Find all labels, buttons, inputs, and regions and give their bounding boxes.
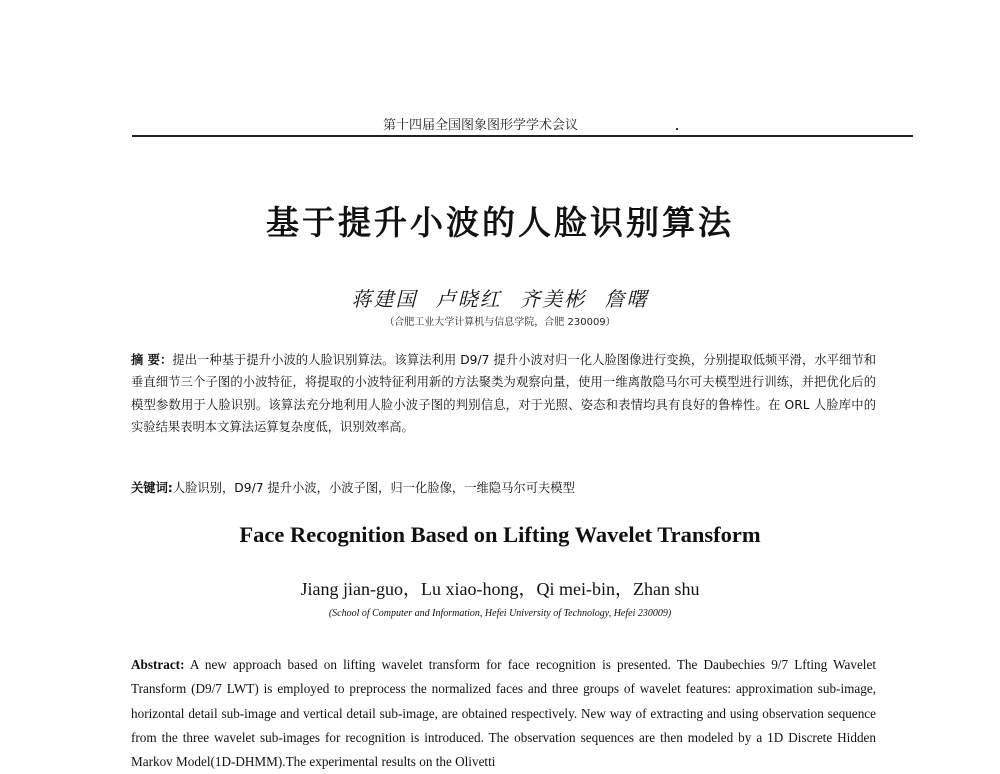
abstract-en	[131, 653, 876, 774]
abstract-cn	[131, 349, 876, 438]
keywords-cn-text: 人脸识别，D9/7 提升小波，小波子图，归一化脸像，一维隐马尔可夫模型	[172, 481, 575, 495]
authors-en: Jiang jian-guo，Lu xiao-hong，Qi mei-bin，Zhan shu	[300, 579, 700, 599]
abstract-en-label: Abstract:	[131, 657, 185, 672]
keywords-cn-label: 关键词:	[131, 481, 173, 495]
paper-title-en: Face Recognition Based on Lifting Wavelet Transform	[239, 522, 761, 547]
paper-title-cn: 基于提升小波的人脸识别算法	[266, 203, 734, 242]
abstract-en-text: A new approach based on lifting wavelet transform for face recognition is presented. The Daubechies 9/7 Lfting Wavelet Transform (D9/7 LWT) is employed to preprocess the normalized faces and three groups of wavelet features: approximation sub-image, horizontal detail sub-image and vertical detail sub-image, are obtained respectively. New way of extracting and using observation sequence from the three wavelet sub-images for recognition is introduced. The observation sequences are then modeled by a 1D Discrete Hidden Markov Model(1D-DHMM).The experimental results on the Olivetti	[131, 657, 876, 770]
header-dot	[676, 128, 678, 130]
abstract-cn-label: 摘 要：	[131, 353, 173, 367]
affiliation-cn: （合肥工业大学计算机与信息学院，合肥 230009）	[384, 317, 616, 328]
conference-header: 第十四届全国图象图形学学术会议	[383, 118, 579, 133]
keywords-cn	[131, 477, 876, 499]
abstract-cn-text: 提出一种基于提升小波的人脸识别算法。该算法利用 D9/7 提升小波对归一化人脸图像进行变换，分别提取低频平滑，水平细节和垂直细节三个子图的小波特征，将提取的小波特征利用新的方法聚类为观察向量，使用一维离散隐马尔可夫模型进行训练，并把优化后的模型参数用于人脸识别。该算法充分地利用人脸小波子图的判别信息，对于光照、姿态和表情均具有良好的鲁棒性。在 ORL 人脸库中的实验结果表明本文算法运算复杂度低，识别效率高。	[131, 353, 876, 434]
header-rule	[132, 135, 913, 137]
affiliation-en: (School of Computer and Information, Hefei University of Technology, Hefei 230009)	[328, 608, 672, 619]
authors-cn: 蒋建国 卢晓红 齐美彬 詹曙	[351, 287, 649, 311]
